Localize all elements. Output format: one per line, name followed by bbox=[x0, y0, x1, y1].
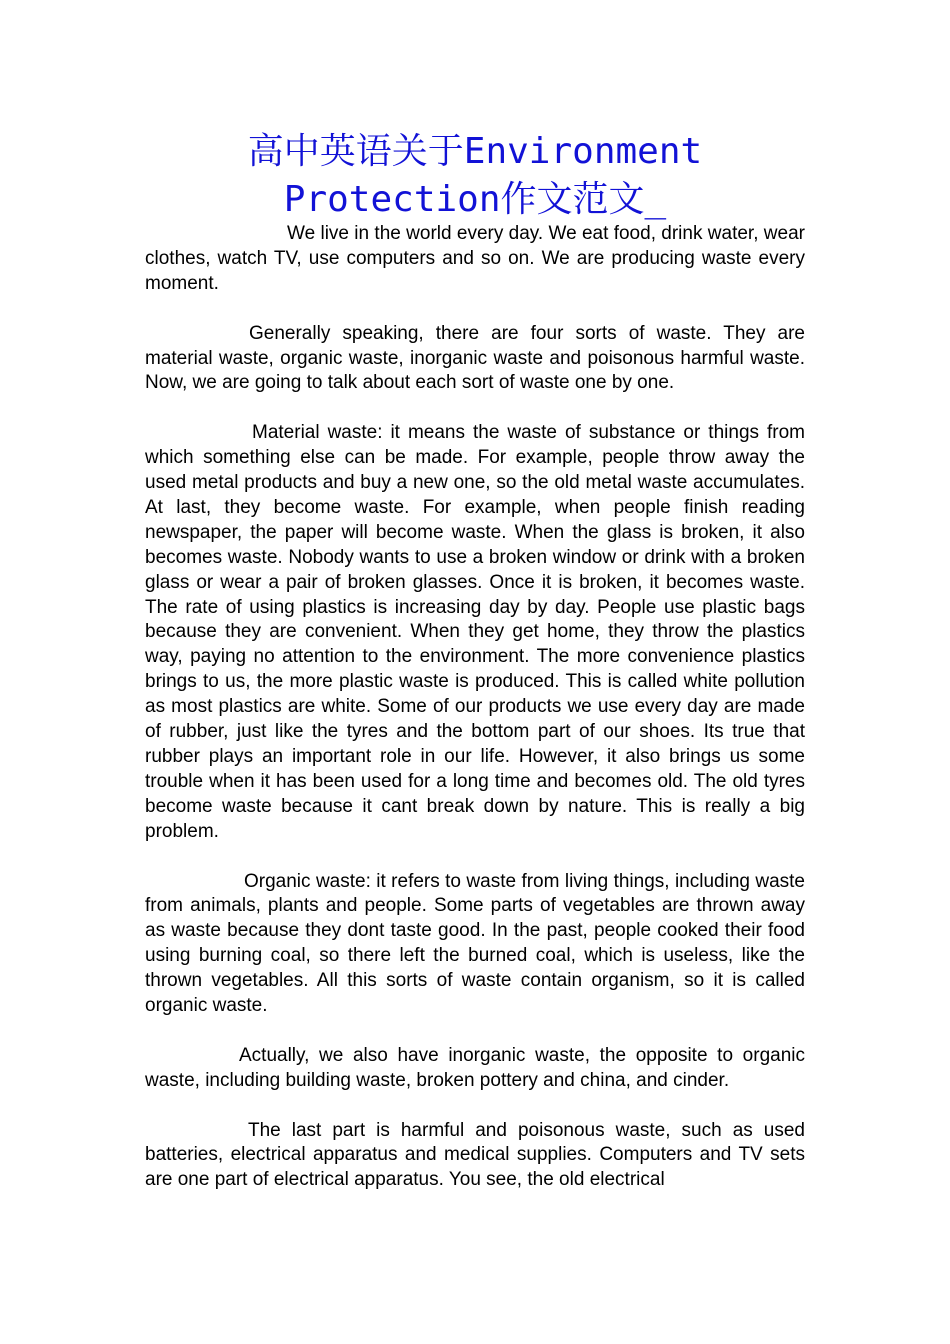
paragraph-sorts-of-waste: Generally speaking, there are four sorts of waste. They are material waste, organic waste, inorganic waste and poisonous harmful waste. Now, we are going to talk about each sort of waste one by one. bbox=[145, 322, 805, 394]
title-line-2: Protection作文范文_ bbox=[283, 179, 667, 220]
paragraph-harmful-waste: The last part is harmful and poisonous waste, such as used batteries, electrical apparatus and medical supplies. Computers and TV sets are one part of electrical apparatus. You see, the old electrical bbox=[145, 1119, 805, 1191]
title-line-1: 高中英语关于Environment bbox=[247, 131, 703, 172]
paragraph-inorganic-waste: Actually, we also have inorganic waste, the opposite to organic waste, including building waste, broken pottery and china, and cinder. bbox=[145, 1044, 805, 1091]
document-body bbox=[145, 222, 805, 1218]
paragraph-organic-waste: Organic waste: it refers to waste from living things, including waste from animals, plants and people. Some parts of vegetables are thrown away as waste because they dont taste good. In the past, people cooked their food using burning coal, so there left the burned coal, which is useless, like the thrown vegetables. All this sorts of waste contain organism, so it is called organic waste. bbox=[145, 870, 805, 1017]
paragraph-intro: We live in the world every day. We eat food, drink water, wear clothes, watch TV, use computers and so on. We are producing waste every moment. bbox=[145, 223, 805, 294]
paragraph-material-waste: Material waste: it means the waste of substance or things from which something else can be made. For example, people throw away the used metal products and buy a new one, so the old metal waste accumulates. At last, they become waste. For example, when people finish reading newspaper, the paper will become waste. When the glass is broken, it also becomes waste. Nobody wants to use a broken window or drink with a broken glass or wear a pair of broken glasses. Once it is broken, it becomes waste. The rate of using plastics is increasing day by day. People use plastic bags because they are convenient. When they get home, they throw the plastics way, paying no attention to the environment. The more convenience plastics brings to us, the more plastic waste is produced. This is called white pollution as most plastics are white. Some of our products we use every day are made of rubber, just like the tyres and the bottom part of our shoes. Its true that rubber plays an important role in our life. However, it also brings us some trouble when it has been used for a long time and becomes old. The old tyres become waste because it cant break down by nature. This is really a big problem. bbox=[145, 422, 805, 842]
document-title bbox=[145, 128, 805, 224]
